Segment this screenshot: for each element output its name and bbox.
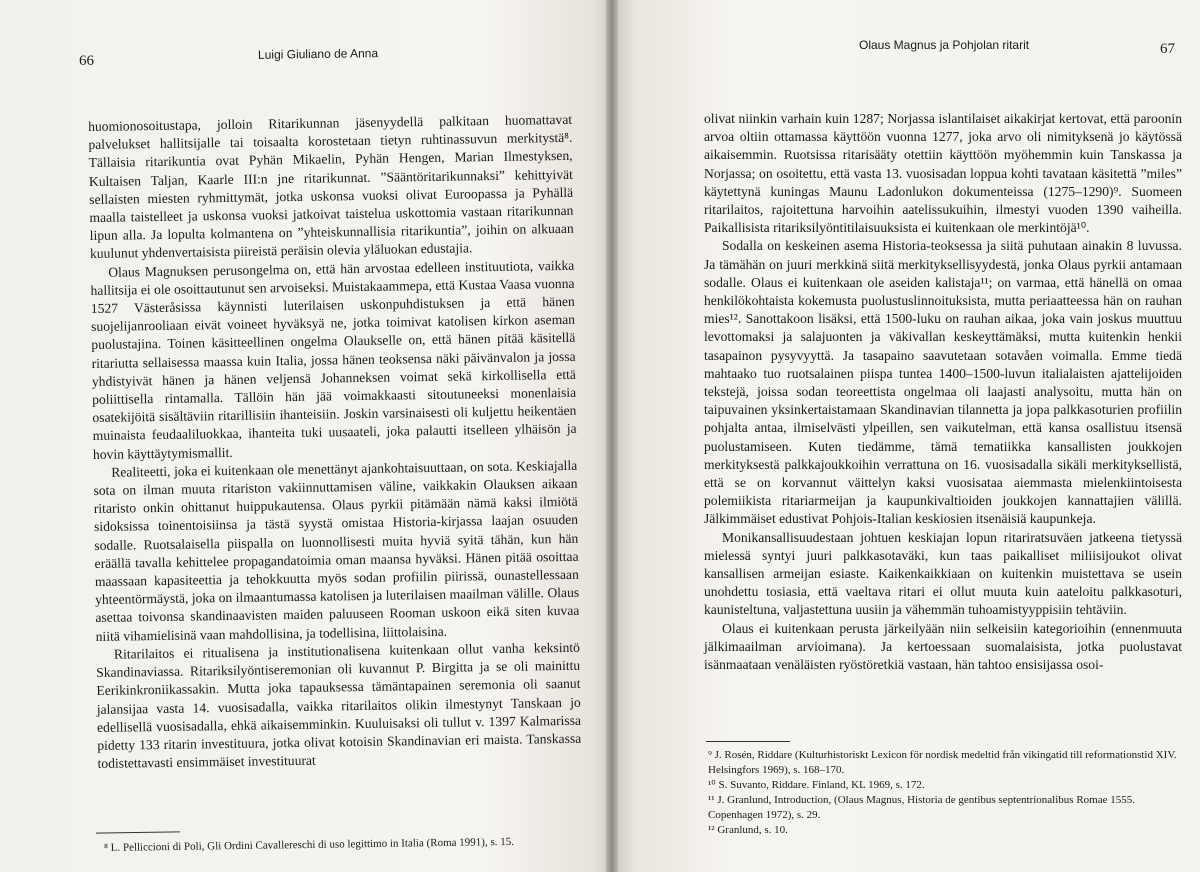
paragraph: Ritarilaitos ei ritualisena ja institutionalisena kuitenkaan ollut vanha keksintö Skandinaviassa. Ritariksilyöntiseremonian oli kuvannut P. Birgitta ja se oli mainittu Eerikinkroniikassakin. Mutta joka tapauksessa tämäntapainen seremonia oli saanut jalansijaa vasta 14. vuosisadalla, vaikka ritarilaitos olikin ilmestynyt Tanskaan jo edellisellä vuosisadalla, ehkä aikaisemminkin. Kuuluisaksi oli tullut v. 1397 Kalmarissa pidetty 133 ritarin investituura, jotka olivat kotoisin Skandinavian eri maista. Tanskassa todistettavasti ensimmäiset investituurat (96, 639, 582, 772)
body-text (704, 110, 1182, 674)
running-head: Olaus Magnus ja Pohjolan ritarit (859, 38, 1030, 52)
page-number: 67 (1160, 41, 1175, 57)
running-head: Luigi Giuliano de Anna (257, 46, 379, 62)
footnote-rule (96, 831, 180, 833)
paragraph: Sodalla on keskeinen asema Historia-teoksessa ja siitä puhutaan ainakin 8 luvussa. Ja tämähän on juuri merkkinä siitä merkityksellisyydestä, jonka Olaus pyrkii antamaan sodalle. Olaus ei kuitenkaan ole aseiden kalistaja¹¹; on varmaa, että hänellä on omaa henkilökohtaista kokemusta puolustuslinnoituksista, mutta periaatteessa hän on rauhan mies¹². Sanottakoon lisäksi, että 1500-luku on rauhan aikaa, joka vain joskus muuttuu levottomaksi ja salajuonten ja väkivallan keskeyttämäksi, mutta kuitenkin henkii tasapainon pysyvyyttä. Ja tasapaino saavutetaan sotavåen voimalla. Emme tiedä mahtaako tuo ruotsalainen piispa tuntea 1400–1500-luvun italialaisten ajattelijoiden tekstejä, joissa sodan teoreettista ongelmaa oli laajasti analysoitu, mutta hän on taipuvainen yksinkertaistamaan Skandinavian tilannetta ja jopa palkkasoturien profiilin pohjalta antaa, ilmiselvästi ylpeillen, sen vaikutelman, että kansa osallistuu itsensä puolustamiseen. Kuten tiedämme, tämä tematiikka kansallisten joukkojen merkityksestä palkkajoukkoihin verrattuna on 16. vuosisadalla sikäli merkityksellistä, että se on korvannut väittelyn kaksi vuosisataa aiemmasta mielenkiintoisesta polemiikista ritariarmeijan ja kaupunkivaltioiden joukkojen kannattajien välillä. Jälkimmäiset edustivat Pohjois-Italian keskiosien itsenäisiä kaupunkeja. (704, 238, 1182, 527)
footnote: ¹⁰ S. Suvanto, Riddare. Finland, KL 1969, s. 172. (708, 779, 925, 791)
book-gutter (606, 0, 618, 872)
right-page (612, 0, 1200, 872)
paragraph: huomionosoitustapa, jolloin Ritarikunnan jäsenyydellä palkitaan huomattavat palvelukset hallitsijalle tai toisaalta korostetaan tietyn ruhtinassuvun merkitystä⁸. Tällaisia ritarikuntia ovat Pyhän Mikaelin, Pyhän Hengen, Marian Ilmestyksen, Kultaisen Taljan, Kaarle III:n jne ritarikunnat. ”Sääntöritarikunnaksi” kehittyivät sellaisten miesten ryhmittymät, jotka uskonsa vuoksi olivat Euroopassa ja Pyhällä maalla taistelleet ja uskonsa vuoksi jatkoivat taistelua uskottomia vastaan ritarikunnan lipun alla. Ja lopulta kolmantena on ”yhteiskunnallisia ritarikuntia”, joihin on alkuaan kuulunut yhdenvertaisista piireistä peräisin olevia yläluokan edustajia. (88, 111, 574, 262)
footnotes (708, 748, 1182, 838)
footnotes (104, 834, 580, 856)
body-text (88, 111, 582, 773)
page-number: 66 (79, 53, 94, 69)
paragraph: Olaus Magnuksen perusongelma on, että hän arvostaa edelleen instituutiota, vaikka hallitsija ei ole osoittautunut sen arvoiseksi. Muistakaammepa, että Kustaa Vaasa vuonna 1527 Västeråsissa käynnisti luterilaisen uskonpuhdistuksen ja että hänen suojelijanrooliaan eivät voineet hyväksyä ne, jotka toimivat katolisen kirkon aseman puolustajina. Toinen käsitteellinen ongelma Olaukselle on, että hänen pitää käsitellä ritariutta sellaisessa maassa kuin Italia, jossa hänen teoksensa näki päivänvalon ja jossa yhdistyivät hänen ja hänen veljensä Johanneksen voimat sekä kirkollisella että poliittisella rintamalla. Tällöin hän jää voimakkaasti sitoutuneeksi monenlaisia osatekijöitä sisältäviin ritarillisiin ihanteisiin. Joskin varsinaisesti oli kuljettu heikentäen muinaista feudaaliluokkaa, ihanteita tuki uusaateli, joka palautti itselleen ylhäisön ja hovin käyttäytymismallit. (90, 257, 577, 462)
paragraph: Realiteetti, joka ei kuitenkaan ole menettänyt ajankohtaisuuttaan, on sota. Keskiajalla sota on ilman muuta ritariston vakiinnuttamisen väline, vaikkakin Olauksen aikaan ritaristo onkin ohittanut huippukautensa. Olaus pyrkii pitämään nämä kaksi ilmiötä sidoksissa toinentoisiinsa ja tästä syystä omistaa Historia-kirjassa laajan osuuden sodalle. Ruotsalaisella piispalla on luonnollisesti muita hyviä syitä tähän, kun hän eräällä tavalla kehittelee propagandatoimia oman maansa hyväksi. Hänen pitää osoittaa maassaan kapasiteettia ja tehokkuutta myös sodan profiilin piirissä, ounastellessaan yhteentörmäystä, joka on ilmaantumassa katolisen ja luterilaisen maailman välille. Olaus asettaa toivonsa skandinaavisten maiden paluuseen Rooman uskoon eikä siten kuvaa niitä vihamielisinä vaan mahdollisina, ja todellisina, liittolaisina. (93, 457, 580, 644)
footnote-rule (706, 741, 790, 742)
footnote: ¹¹ J. Granlund, Introduction, (Olaus Magnus, Historia de gentibus septentrionalibus Romae 1555. Copenhagen 1972), s. 29. (708, 794, 1135, 821)
footnote: ¹² Granlund, s. 10. (708, 824, 788, 836)
paragraph: Monikansallisuudestaan johtuen keskiajan lopun ritariratsuväen jatkeena tietyssä mielessä syntyi juuri palkkasotaväki, kun taas paikalliset miliisijoukot olivat kansallisen armeijan esiaste. Kaikenkaikkiaan on kuitenkin muistettava se usein unohdettu tosiasia, että vaeltava ritari ei ollut muuta kuin aateloitu palkkasoturi, kaunisteltuna, valjastettuna uusiin ja vähemmän tuhoamistyyppisiin tehtäviin. (704, 529, 1182, 618)
footnote: ⁸ L. Pelliccioni di Poli, Gli Ordini Cavallereschi di uso legittimo in Italia (Roma 1991), s. 15. (104, 835, 515, 854)
paragraph: Olaus ei kuitenkaan perusta järkeilyään niin selkeisiin kategorioihin (ennenmuuta jälkimaailman arvioimana). Ja kertoessaan suomalaisista, jotka puolustavat isänmaataan venäläisten ryöstöretkiä vastaan, hän tahtoo ensisijassa osoi- (704, 620, 1182, 673)
paragraph: olivat niinkin varhain kuin 1287; Norjassa islantilaiset aikakirjat kertovat, että paroonin arvoa oltiin ottamassa käyttöön vuonna 1277, joka arvo oli nimityksenä jo käytössä aikaisemmin. Ruotsissa ritarisääty otettiin käyttöön myöhemmin kuin Tanskassa ja Norjassa; on osoitettu, että vasta 13. vuosisadan loppua kohti tavataan käsitettä ”miles” käytettynä kuningas Maunu Ladonlukon dokumenteissa (1275–1290)⁹. Suomeen ritarilaitos, rajoitettuna harvoihin aatelissukuihin, ilmestyi vuoden 1390 vaiheilla. Paikallisista ritariksilyöntitilaisuuksista ei kuitenkaan ole merkintöjä¹⁰. (704, 111, 1182, 236)
footnote: ⁹ J. Rosén, Riddare (Kulturhistoriskt Lexicon för nordisk medeltid från vikingatid till reformationstid XIV. Helsingfors 1969), s. 168–170. (708, 749, 1177, 776)
